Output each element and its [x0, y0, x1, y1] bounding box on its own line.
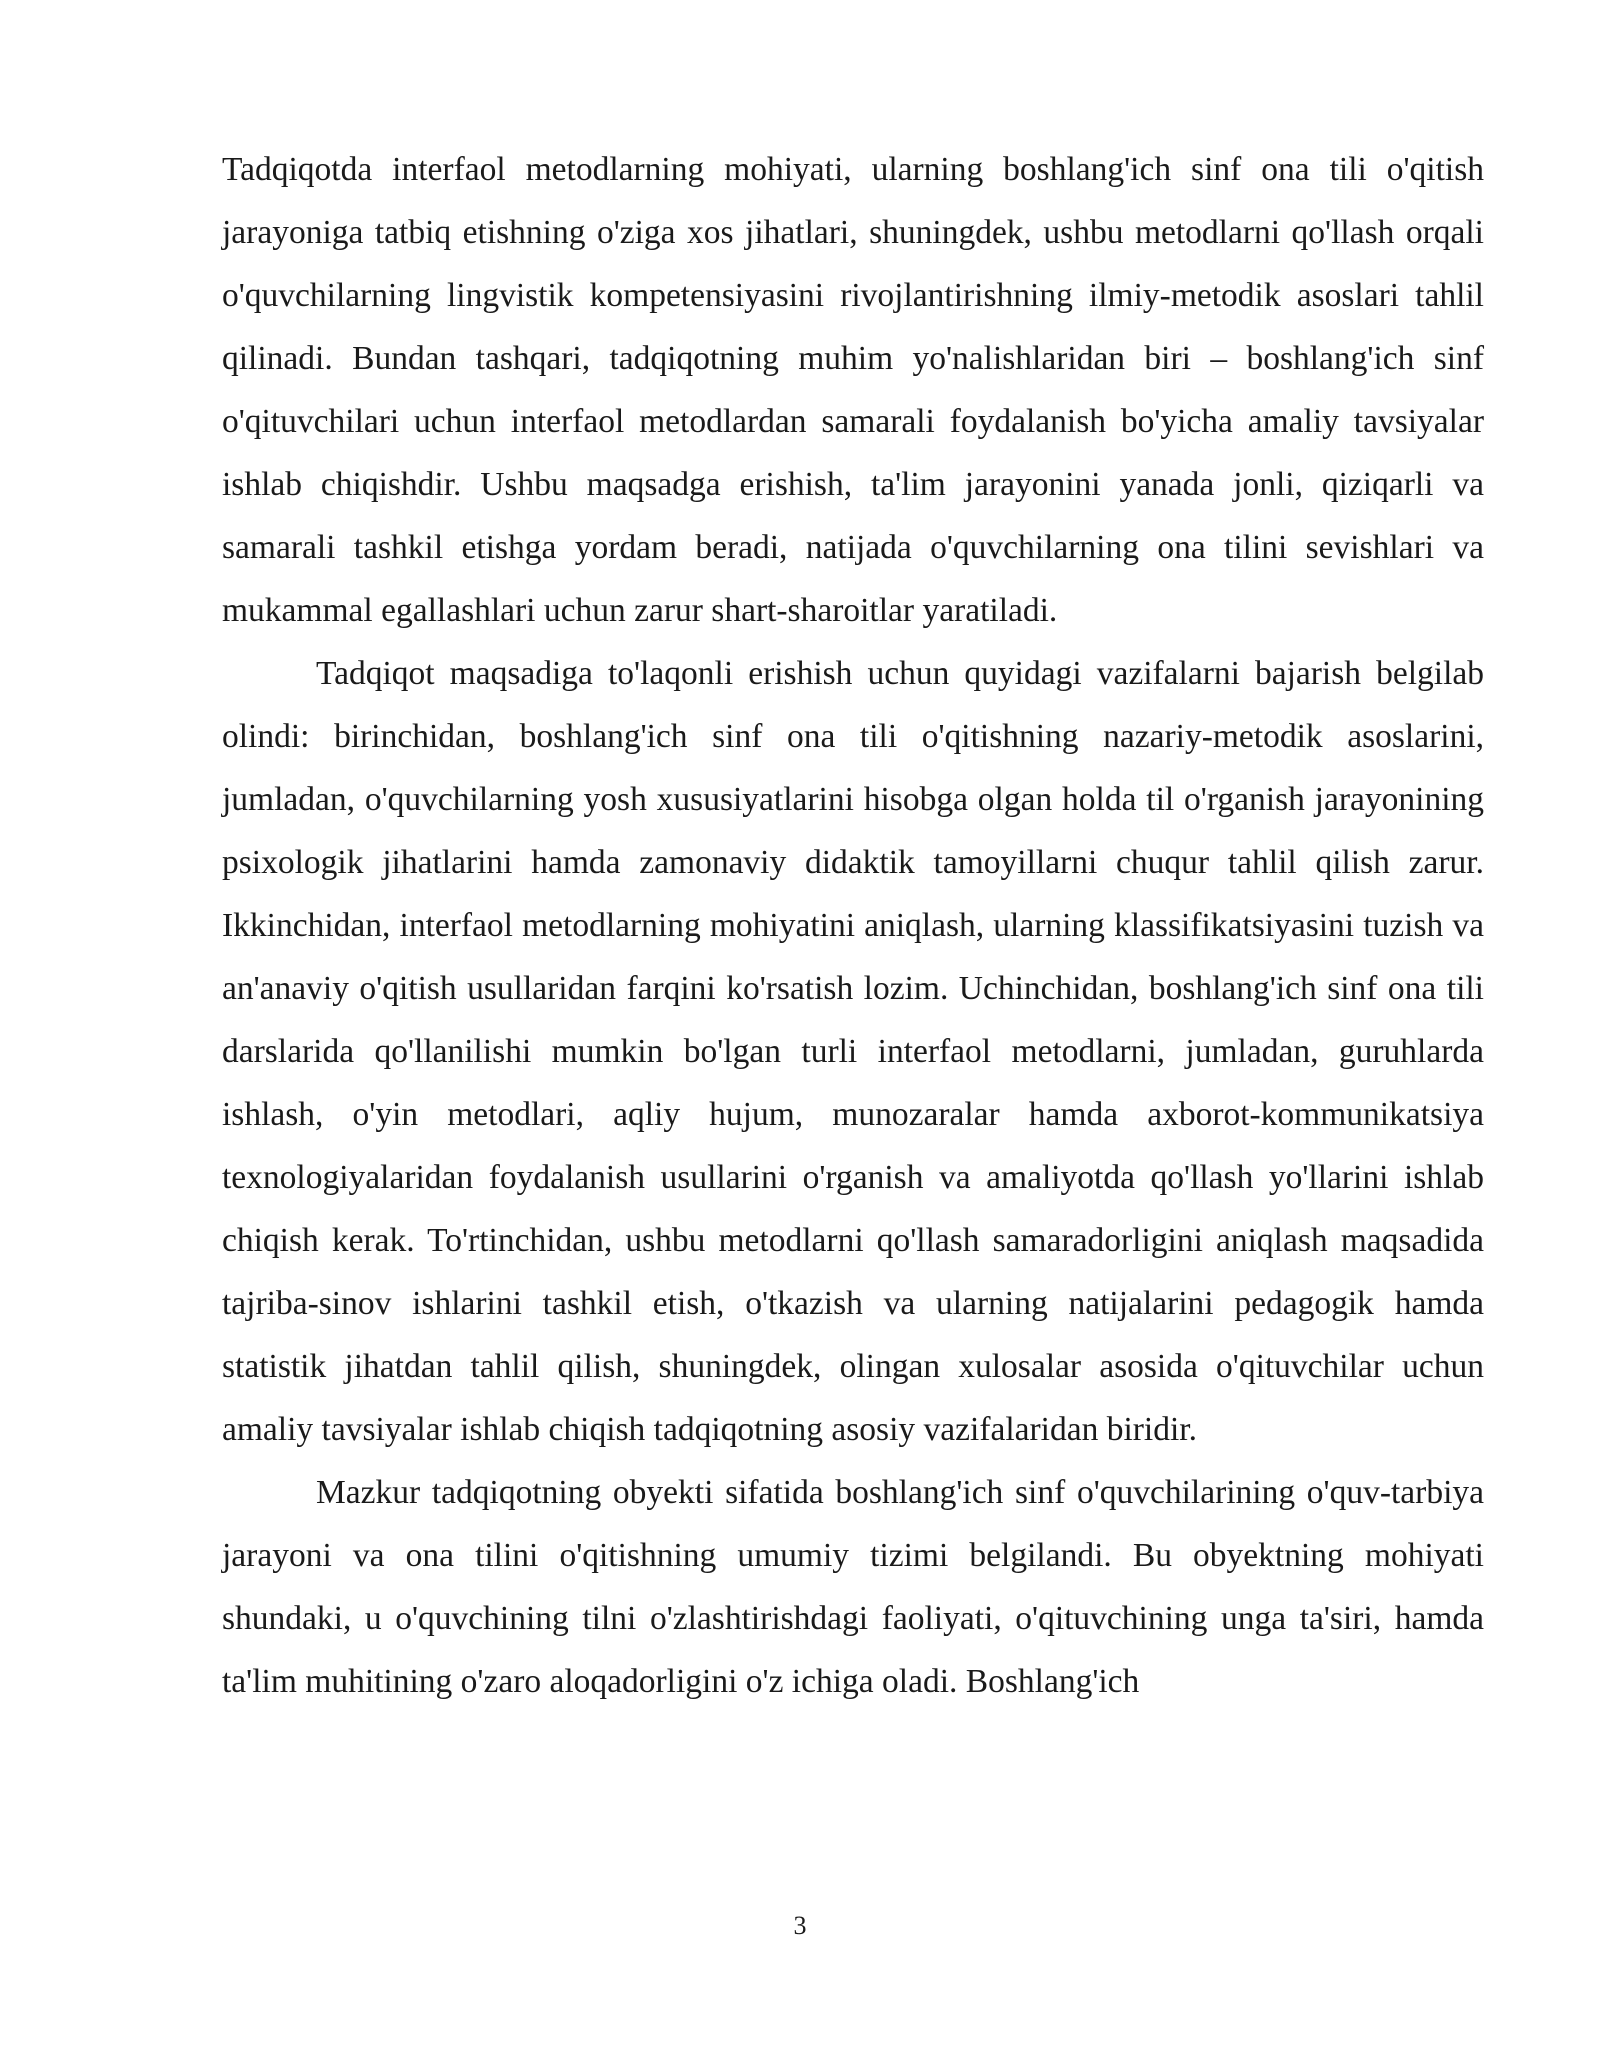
- paragraph-1: Tadqiqotda interfaol metodlarning mohiyati, ularning boshlang'ich sinf ona tili o'qitish jarayoniga tatbiq etishning o'ziga xos jihatlari, shuningdek, ushbu metodlarni qo'llash orqali o'quvchilarning lingvistik kompetensiyasini rivojlantirishning ilmiy-metodik asoslari tahlil qilinadi. Bundan tashqari, tadqiqotning muhim yo'nalishlaridan biri – boshlang'ich sinf o'qituvchilari uchun interfaol metodlardan samarali foydalanish bo'yicha amaliy tavsiyalar ishlab chiqishdir. Ushbu maqsadga erishish, ta'lim jarayonini yanada jonli, qiziqarli va samarali tashkil etishga yordam beradi, natijada o'quvchilarning ona tilini sevishlari va mukammal egallashlari uchun zarur shart-sharoitlar yaratiladi.: [222, 151, 1484, 629]
- paragraph-2: Tadqiqot maqsadiga to'laqonli erishish uchun quyidagi vazifalarni bajarish belgilab olindi: birinchidan, boshlang'ich sinf ona tili o'qitishning nazariy-metodik asoslarini, jumladan, o'quvchilarning yosh xususiyatlarini hisobga olgan holda til o'rganish jarayonining psixologik jihatlarini hamda zamonaviy didaktik tamoyillarni chuqur tahlil qilish zarur. Ikkinchidan, interfaol metodlarning mohiyatini aniqlash, ularning klassifikatsiyasini tuzish va an'anaviy o'qitish usullaridan farqini ko'rsatish lozim. Uchinchidan, boshlang'ich sinf ona tili darslarida qo'llanilishi mumkin bo'lgan turli interfaol metodlarni, jumladan, guruhlarda ishlash, o'yin metodlari, aqliy hujum, munozaralar hamda axborot-kommunikatsiya texnologiyalaridan foydalanish usullarini o'rganish va amaliyotda qo'llash yo'llarini ishlab chiqish kerak. To'rtinchidan, ushbu metodlarni qo'llash samaradorligini aniqlash maqsadida tajriba-sinov ishlarini tashkil etish, o'tkazish va ularning natijalarini pedagogik hamda statistik jihatdan tahlil qilish, shuningdek, olingan xulosalar asosida o'qituvchilar uchun amaliy tavsiyalar ishlab chiqish tadqiqotning asosiy vazifalaridan biridir.: [222, 655, 1484, 1448]
- paragraph-3: Mazkur tadqiqotning obyekti sifatida boshlang'ich sinf o'quvchilarining o'quv-tarbiya jarayoni va ona tilini o'qitishning umumiy tizimi belgilandi. Bu obyektning mohiyati shundaki, u o'quvchining tilni o'zlashtirishdagi faoliyati, o'qituvchining unga ta'siri, hamda ta'lim muhitining o'zaro aloqadorligini o'z ichiga oladi. Boshlang'ich: [222, 1474, 1484, 1700]
- page-number: 3: [793, 1911, 807, 1940]
- body-text: [222, 138, 1484, 1713]
